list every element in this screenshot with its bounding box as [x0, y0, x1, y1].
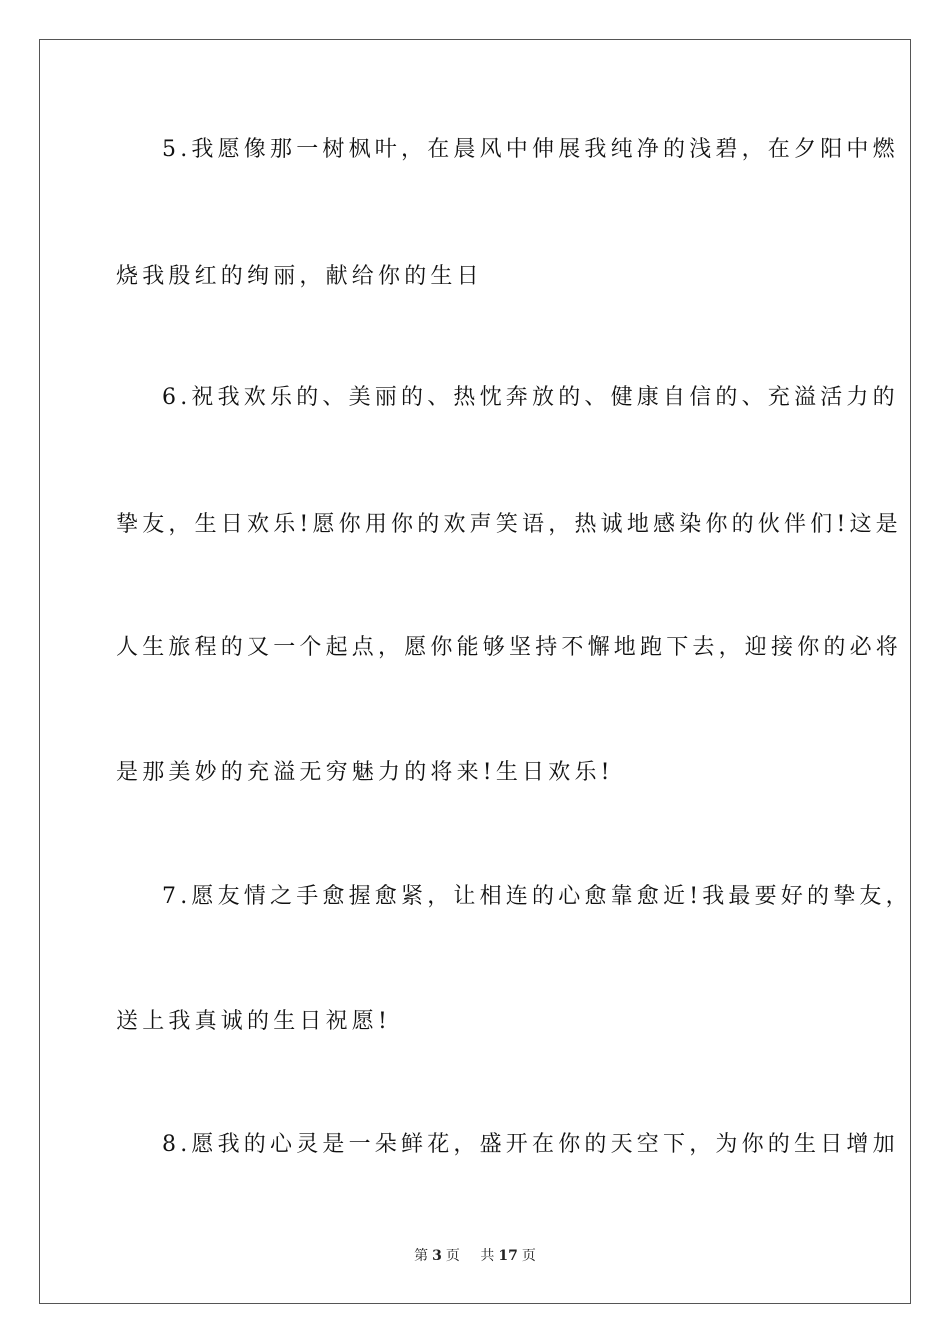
- paragraph-5-line-1: 5.我愿像那一树枫叶，在晨风中伸展我纯净的浅碧，在夕阳中燃: [162, 137, 899, 162]
- paragraph-6-line-3: 人生旅程的又一个起点，愿你能够坚持不懈地跑下去，迎接你的必将: [116, 635, 903, 660]
- total-pages-indicator: [476, 1248, 539, 1264]
- page-number: 3: [432, 1248, 442, 1264]
- paragraph-5-line-2: 烧我殷红的绚丽，献给你的生日: [116, 264, 483, 289]
- total-pages: 17: [498, 1248, 518, 1264]
- page-border: [39, 39, 911, 1304]
- paragraph-6-line-1: 6.祝我欢乐的、美丽的、热忱奔放的、健康自信的、充溢活力的: [162, 385, 899, 410]
- page-suffix: 页: [445, 1248, 460, 1264]
- paragraph-7-line-2: 送上我真诚的生日祝愿!: [116, 1009, 392, 1034]
- paragraph-6-line-2: 挚友，生日欢乐!愿你用你的欢声笑语，热诚地感染你的伙伴们!这是: [116, 512, 902, 537]
- paragraph-7-line-1: 7.愿友情之手愈握愈紧，让相连的心愈靠愈近!我最要好的挚友，: [162, 884, 912, 909]
- current-page-indicator: [410, 1248, 464, 1264]
- page-prefix: 第: [414, 1248, 429, 1264]
- paragraph-8-line-1: 8.愿我的心灵是一朵鲜花，盛开在你的天空下，为你的生日增加: [162, 1132, 899, 1157]
- paragraph-6-line-4: 是那美妙的充溢无穷魅力的将来!生日欢乐!: [116, 760, 614, 785]
- total-suffix: 页: [521, 1248, 536, 1264]
- page-footer: [0, 1246, 950, 1266]
- total-prefix: 共: [480, 1248, 495, 1264]
